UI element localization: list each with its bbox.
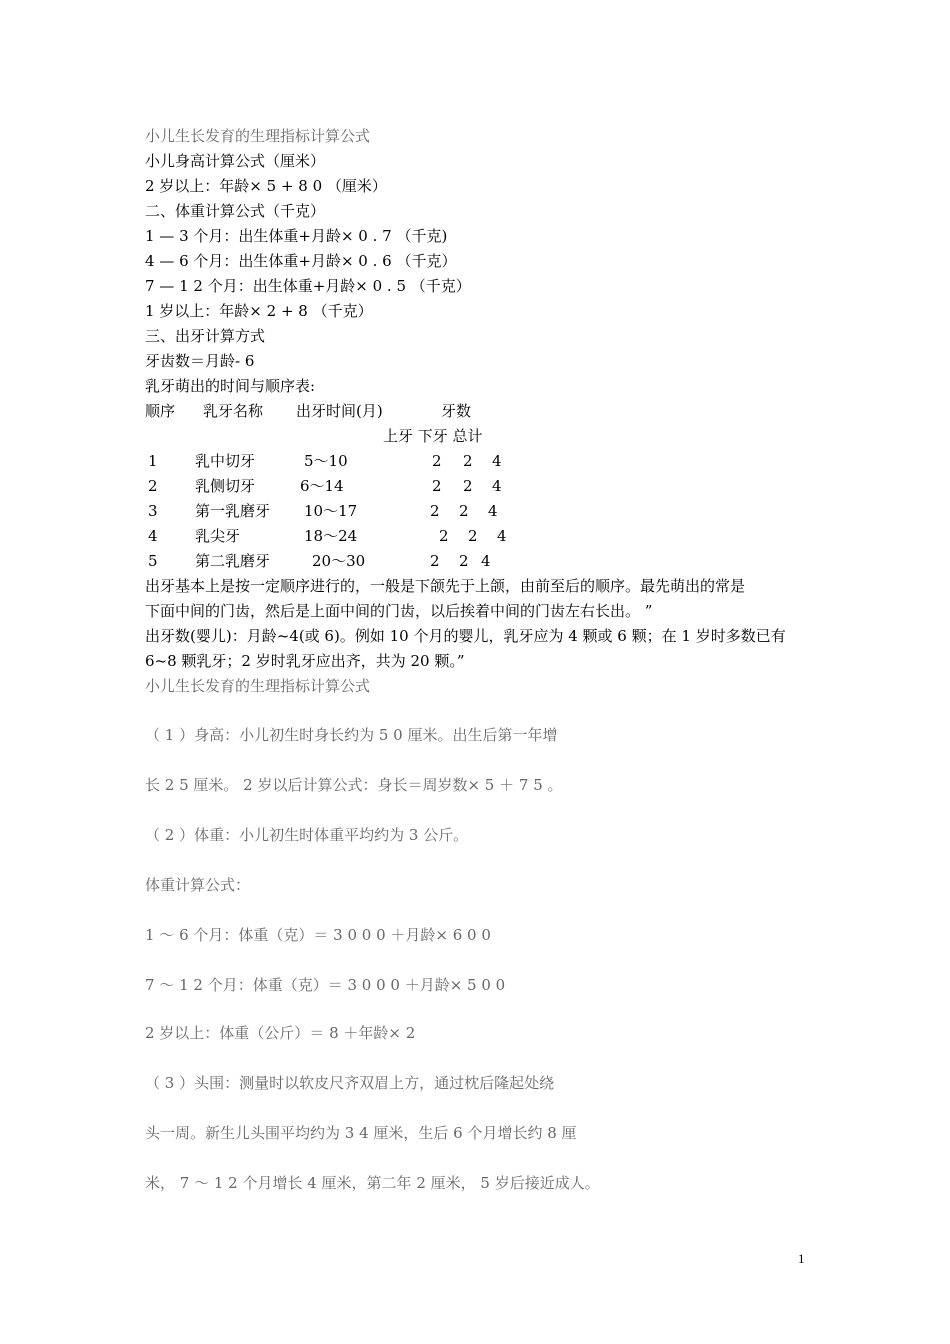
row-total: 4 [488, 502, 498, 520]
row-upper: 2 [430, 552, 440, 570]
section2-line: 体重计算公式： [145, 876, 251, 894]
row-upper: 2 [439, 527, 449, 545]
table-header-count: 牙数 [441, 402, 472, 420]
section2-line: 头一周。新生儿头围平均约为 3 4 厘米，生后 6 个月增长约 8 厘 [145, 1124, 577, 1142]
section2-line: 1 ～ 6 个月：体重（克）＝ 3 0 0 0 ＋月龄× 6 0 0 [145, 926, 491, 944]
row-total: 4 [492, 477, 502, 495]
section2-line: 7 ～ 1 2 个月：体重（克）＝ 3 0 0 0 ＋月龄× 5 0 0 [145, 976, 506, 994]
row-lower: 2 [463, 477, 473, 495]
teeth-table-caption: 乳牙萌出的时间与顺序表: [145, 377, 316, 395]
row-total: 4 [481, 552, 491, 570]
row-name: 第二乳磨牙 [195, 552, 271, 570]
page-number: 1 [798, 1251, 805, 1266]
row-lower: 2 [463, 452, 473, 470]
row-time: 20～30 [312, 552, 366, 570]
height-formula-heading: 小儿身高计算公式（厘米） [145, 152, 326, 170]
row-name: 乳尖牙 [195, 527, 241, 545]
row-time: 10～17 [304, 502, 358, 520]
paragraph-order-line-1: 出牙基本上是按一定顺序进行的，一般是下颌先于上颌，由前至后的顺序。最先萌出的常是 [145, 577, 746, 595]
row-name: 第一乳磨牙 [195, 502, 271, 520]
weight-formula-4: 1 岁以上：年龄× 2 + 8 （千克） [145, 302, 373, 320]
row-time: 5～10 [304, 452, 348, 470]
row-upper: 2 [432, 477, 442, 495]
row-order: 3 [148, 502, 158, 520]
table-header-order: 顺序 [145, 402, 176, 420]
paragraph-order-line-2: 下面中间的门齿，然后是上面中间的门齿，以后挨着中间的门齿左右长出。 ” [145, 602, 653, 620]
row-name: 乳侧切牙 [195, 477, 256, 495]
row-lower: 2 [459, 552, 469, 570]
section2-line: 长 2 5 厘米。 2 岁以后计算公式：身长＝周岁数× 5 ＋ 7 5 。 [145, 776, 563, 794]
paragraph-count-line-2: 6~8 颗乳牙；2 岁时乳牙应出齐，共为 20 颗。” [145, 652, 465, 670]
doc-title: 小儿生长发育的生理指标计算公式 [145, 127, 371, 145]
row-upper: 2 [430, 502, 440, 520]
section2-line: （ 1 ）身高：小儿初生时身长约为 5 0 厘米。出生后第一年增 [145, 726, 558, 744]
row-order: 4 [148, 527, 158, 545]
table-subheader: 上牙 下牙 总计 [383, 427, 483, 445]
row-upper: 2 [432, 452, 442, 470]
row-order: 2 [148, 477, 158, 495]
row-order: 5 [148, 552, 158, 570]
section2-line: （ 2 ）体重：小儿初生时体重平均约为 3 公斤。 [145, 826, 469, 844]
table-header-name: 乳牙名称 [203, 402, 264, 420]
row-lower: 2 [459, 502, 469, 520]
row-time: 6～14 [300, 477, 344, 495]
row-order: 1 [148, 452, 158, 470]
section2-title: 小儿生长发育的生理指标计算公式 [145, 677, 371, 695]
section2-line: 米， 7 ～ 1 2 个月增长 4 厘米，第二年 2 厘米， 5 岁后接近成人。 [145, 1174, 600, 1192]
weight-formula-1: 1 — 3 个月：出生体重+月龄× 0 . 7 （千克) [145, 227, 448, 245]
paragraph-count-line-1: 出牙数(婴儿)：月龄~4(或 6)。例如 10 个月的婴儿，乳牙应为 4 颗或 6 颗；在 1 岁时多数已有 [145, 627, 786, 645]
section2-line: （ 3 ）头围：测量时以软皮尺齐双眉上方，通过枕后隆起处绕 [145, 1074, 555, 1092]
row-total: 4 [497, 527, 507, 545]
height-formula: 2 岁以上：年龄× 5 + 8 0 （厘米） [145, 177, 387, 195]
teeth-heading: 三、出牙计算方式 [145, 327, 266, 345]
section2-line: 2 岁以上：体重（公斤）＝ 8 ＋年龄× 2 [145, 1024, 416, 1042]
row-total: 4 [492, 452, 502, 470]
weight-formula-3: 7 — 1 2 个月：出生体重+月龄× 0 . 5 （千克） [145, 277, 471, 295]
weight-formula-heading: 二、体重计算公式（千克） [145, 202, 326, 220]
row-lower: 2 [468, 527, 478, 545]
table-header-time: 出牙时间(月) [296, 402, 383, 420]
row-time: 18～24 [304, 527, 358, 545]
teeth-formula: 牙齿数＝月龄- 6 [145, 352, 255, 370]
row-name: 乳中切牙 [195, 452, 256, 470]
weight-formula-2: 4 — 6 个月：出生体重+月龄× 0 . 6 （千克） [145, 252, 457, 270]
